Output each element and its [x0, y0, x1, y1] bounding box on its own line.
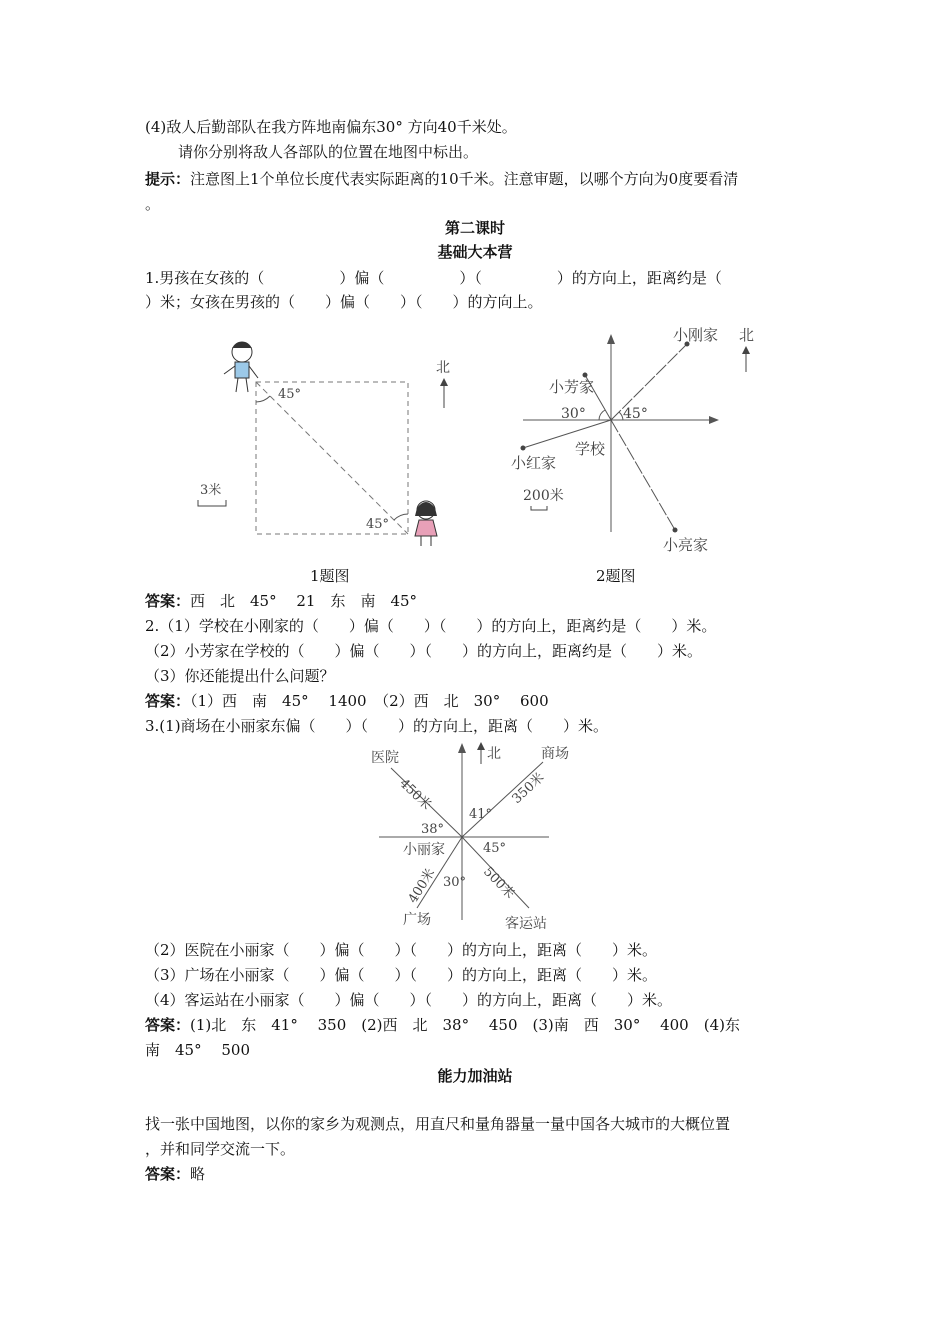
xiaohong-point	[521, 446, 526, 451]
figure-1	[190, 330, 470, 550]
scale-label: 200米	[523, 488, 564, 504]
boy-icon	[224, 342, 258, 392]
xiaohong-label: 小红家	[511, 454, 557, 472]
xiaofang-point	[583, 373, 588, 378]
axis-arrow-up	[458, 743, 466, 753]
scale-bar	[198, 500, 226, 506]
answer-3-cont: 南 45° 500	[145, 1041, 250, 1059]
angle-45-label: 45°	[483, 841, 507, 856]
axis-arrow-right	[709, 416, 719, 424]
question-2-2: （2）小芳家在学校的（ ）偏（ ）（ ）的方向上，距离约是（ ）米。	[145, 642, 703, 660]
answer-label: 答案：	[145, 1165, 191, 1183]
text-line: 。	[145, 195, 161, 213]
school-label: 学校	[575, 440, 606, 458]
angle-label-top: 45°	[278, 387, 302, 402]
distance-450: 450米	[396, 776, 434, 814]
line-to-mall	[462, 762, 543, 837]
xiaofang-label: 小芳家	[549, 378, 595, 396]
xiaoliang-label: 小亮家	[663, 536, 709, 554]
answer-text: （1）西 南 45° 1400 （2）西 北 30° 600	[190, 692, 549, 710]
scale-bar	[531, 506, 547, 510]
north-arrow-head	[477, 742, 485, 750]
question-2-1: 2.（1）学校在小刚家的（ ）偏（ ）（ ）的方向上，距离约是（ ）米。	[145, 617, 717, 635]
question-3-3: （3）广场在小丽家（ ）偏（ ）（ ）的方向上，距离（ ）米。	[145, 966, 658, 984]
question-3-2: （2）医院在小丽家（ ）偏（ ）（ ）的方向上，距离（ ）米。	[145, 941, 658, 959]
section-title-2: 能力加油站	[437, 1067, 513, 1085]
angle-arc-top	[256, 396, 270, 402]
xiaoliang-point	[673, 528, 678, 533]
north-arrow-head	[440, 378, 448, 386]
angle-arc-30	[599, 410, 605, 420]
section-subtitle: 基础大本营	[437, 243, 513, 261]
figure-2-caption: 2题图	[596, 567, 636, 585]
text-line: (4)敌人后勤部队在我方阵地南偏东30° 方向40千米处。	[145, 118, 517, 136]
home-label: 小丽家	[403, 842, 445, 858]
figure-3	[365, 740, 595, 935]
girl-icon	[415, 501, 437, 546]
answer-3	[145, 1015, 740, 1035]
answer-label: 答案：	[145, 692, 191, 710]
xiaogang-label: 小刚家	[673, 326, 719, 344]
answer-label: 答案：	[145, 1016, 191, 1034]
north-label: 北	[487, 746, 501, 762]
question-2-3: （3）你还能提出什么问题？	[145, 667, 335, 685]
diagonal-path	[256, 382, 408, 534]
hint-label: 提示：	[145, 170, 191, 188]
paragraph-line: 找一张中国地图，以你的家乡为观测点，用直尺和量角器量一量中国各大城市的大概位置	[145, 1115, 731, 1133]
answer-4	[145, 1164, 205, 1184]
hint-text: 注意图上1个单位长度代表实际距离的10千米。注意审题，以哪个方向为0度要看清	[190, 170, 739, 188]
angle-30-label: 30°	[561, 406, 586, 422]
answer-text: 略	[190, 1165, 206, 1183]
mall-label: 商场	[541, 746, 569, 762]
angle-45-label: 45°	[623, 406, 648, 422]
angle-arc-bottom	[394, 514, 408, 520]
station-label: 客运站	[505, 916, 547, 932]
angle-30-label: 30°	[443, 875, 467, 890]
hint-line	[145, 169, 738, 189]
question-3-1: 3.(1)商场在小丽家东偏（ ）（ ）的方向上，距离（ ）米。	[145, 717, 609, 735]
square-label: 广场	[403, 912, 431, 928]
answer-text: (1)北 东 41° 350 (2)西 北 38° 450 (3)南 西 30° 400 (4)东	[190, 1016, 740, 1034]
scale-label: 3米	[200, 483, 222, 498]
angle-41-label: 41°	[469, 807, 493, 822]
figure-2	[505, 320, 770, 560]
answer-text: 西 北 45° 21 东 南 45°	[190, 592, 418, 610]
angle-38-label: 38°	[421, 822, 445, 837]
answer-1	[145, 591, 417, 611]
answer-label: 答案：	[145, 592, 191, 610]
question-3-4: （4）客运站在小丽家（ ）偏（ ）（ ）的方向上，距离（ ）米。	[145, 991, 673, 1009]
line-to-xiaoliang	[611, 420, 675, 530]
north-label: 北	[739, 326, 755, 344]
answer-2	[145, 691, 549, 711]
question-1: 1.男孩在女孩的（ ）偏（ ）（ ）的方向上，距离约是（	[145, 269, 722, 287]
figure-1-caption: 1题图	[310, 567, 350, 585]
text-line: 请你分别将敌人各部队的位置在地图中标出。	[178, 143, 479, 161]
axis-arrow-up	[607, 334, 615, 344]
section-title: 第二课时	[444, 219, 505, 237]
distance-350: 350米	[509, 770, 548, 807]
north-label: 北	[436, 360, 450, 376]
hospital-label: 医院	[371, 750, 399, 766]
question-1-cont: ）米；女孩在男孩的（ ）偏（ ）（ ）的方向上。	[145, 293, 543, 311]
distance-400: 400米	[405, 866, 439, 907]
angle-label-bottom: 45°	[366, 517, 390, 532]
paragraph-line: ，并和同学交流一下。	[145, 1140, 296, 1158]
north-arrow-head	[742, 346, 750, 354]
distance-500: 500米	[480, 864, 518, 902]
